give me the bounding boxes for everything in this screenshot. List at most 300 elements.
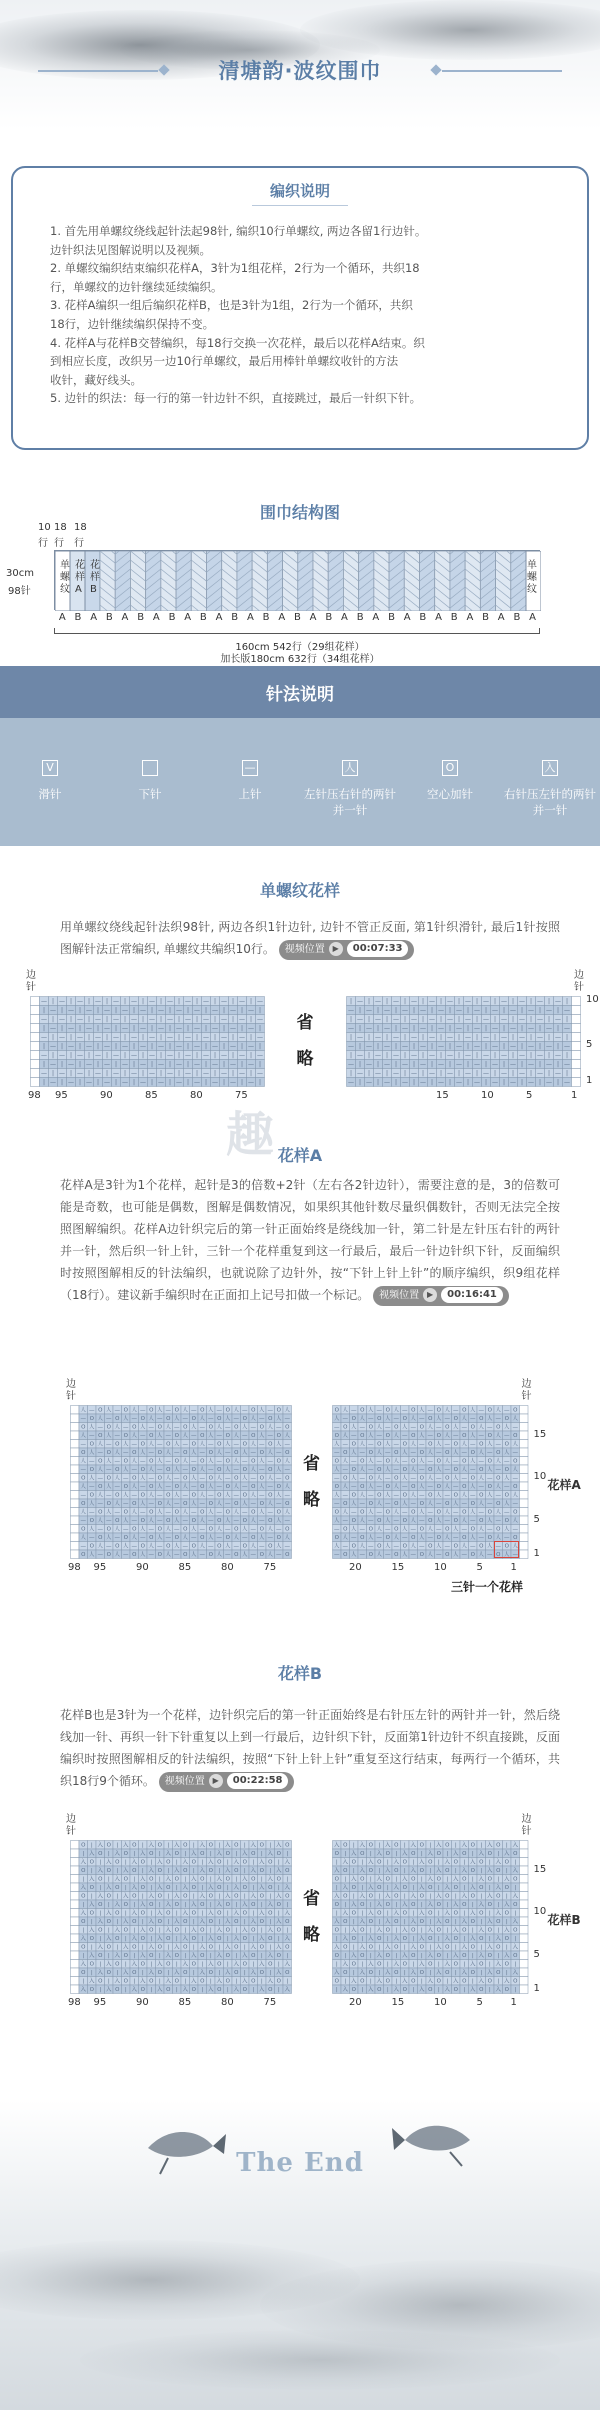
video-timestamp: 00:07:33 — [347, 941, 409, 957]
stitch-mark: — — [257, 1070, 263, 1077]
stitch-mark: 人 — [486, 1416, 493, 1422]
structure-third-cell: 花样B — [90, 560, 100, 595]
stitch-mark: | — [42, 1043, 46, 1050]
stitch-mark: — — [438, 1043, 444, 1050]
stitch-mark: | — [150, 1079, 154, 1086]
stitch-mark: O — [334, 1876, 339, 1883]
stitch-mark: 人 — [452, 1424, 459, 1431]
stitch-mark: 人 — [165, 1424, 172, 1431]
stitch-mark: 人 — [165, 1450, 172, 1456]
stitch-mark: — — [528, 1043, 534, 1050]
stitch-mark: O — [368, 1424, 373, 1431]
stitch-mark: 人 — [478, 1424, 485, 1431]
stitch-mark: — — [483, 1052, 489, 1059]
stitch-mark: — — [225, 1424, 231, 1431]
stitch-mark: | — [547, 1034, 551, 1041]
stitch-mark: 人 — [284, 1433, 291, 1439]
chart-cell — [71, 1423, 80, 1432]
stitch-mark: 人 — [241, 1450, 248, 1456]
chart-cell — [31, 1006, 40, 1015]
stitch-mark: | — [352, 1919, 355, 1925]
stitch-mark: O — [251, 1484, 256, 1490]
stitch-mark: — — [438, 1061, 444, 1068]
stitch-mark: | — [514, 1987, 517, 1993]
stitch-mark: 人 — [250, 1518, 257, 1524]
stitch-legend-label: 左针压右针的两针并一针 — [304, 787, 396, 817]
stitch-mark: — — [233, 1441, 239, 1448]
note-line: 18行，边针继续编织保持不变。 — [50, 316, 215, 331]
stitch-mark: O — [115, 1987, 120, 1993]
stitch-mark: 人 — [384, 1492, 391, 1499]
x-axis-label: 15 — [391, 1562, 405, 1573]
stitch-mark: | — [177, 1052, 181, 1059]
stitch-mark: O — [419, 1868, 424, 1874]
stitch-mark: 人 — [512, 1467, 519, 1473]
stitch-mark: O — [462, 1509, 467, 1516]
note-line: 边针织法见图解说明以及视频。 — [50, 242, 211, 257]
stitch-mark: | — [437, 1859, 440, 1866]
stitch-mark: O — [487, 1433, 492, 1439]
stitch-mark: O — [174, 1978, 179, 1985]
stitch-mark: 人 — [233, 1484, 240, 1490]
stitch-mark: 入 — [80, 1910, 87, 1917]
stitch-mark: O — [513, 1535, 518, 1541]
stitch-mark: O — [208, 1450, 213, 1456]
stitch-mark: | — [511, 1034, 515, 1041]
stitch-mark: O — [360, 1535, 365, 1541]
stitch-mark: 人 — [233, 1535, 240, 1541]
stitch-mark: O — [208, 1526, 213, 1533]
stitch-mark: 入 — [97, 1970, 104, 1976]
stitch-mark: | — [480, 1944, 483, 1951]
knit-stitch-icon — [142, 760, 158, 776]
stitch-mark: 入 — [418, 1885, 425, 1891]
stitch-mark: — — [402, 1535, 408, 1541]
stitch-mark: | — [82, 1902, 85, 1908]
stitch-mark: 入 — [342, 1859, 349, 1866]
stitch-mark: — — [444, 1441, 450, 1448]
stitch-mark: | — [105, 998, 109, 1005]
stitch-mark: 入 — [114, 1927, 121, 1934]
stitch-mark: | — [123, 998, 127, 1005]
stitch-mark: | — [514, 1859, 517, 1866]
stitch-mark: | — [177, 1070, 181, 1077]
stitch-mark: | — [502, 1061, 506, 1068]
stitch-mark: O — [98, 1535, 103, 1541]
stitch-mark: 入 — [199, 1944, 206, 1951]
stitch-mark: | — [376, 1043, 380, 1050]
stitch-mark: | — [352, 1970, 355, 1976]
stitch-mark: — — [342, 1518, 348, 1524]
stitch-mark: — — [393, 1016, 399, 1023]
structure-ab-label: B — [231, 612, 239, 623]
stitch-mark: | — [448, 1025, 452, 1032]
stitch-mark: | — [361, 1936, 364, 1942]
stitch-mark: — — [478, 1407, 484, 1414]
stitch-mark: — — [248, 1079, 254, 1086]
stitch-mark: | — [158, 1876, 161, 1883]
stitch-mark: — — [123, 1526, 129, 1533]
pattern-b-video-button[interactable] — [159, 1772, 295, 1792]
stitch-mark: O — [394, 1970, 399, 1976]
stitch-mark: | — [150, 1061, 154, 1068]
stitch-mark: O — [89, 1416, 94, 1422]
stitch-mark: 人 — [105, 1535, 112, 1541]
single-rib-body: 用单螺纹绕线起针法织98针, 两边各织1针边针, 边针不管正反面, 第1针织滑针, 最后1针按照图解针法正常编织, 单螺纹共编织10行。 — [60, 920, 560, 956]
x-axis-label: 5 — [476, 1562, 483, 1573]
structure-top-label-2: 18 — [54, 522, 67, 533]
stitch-mark: | — [249, 1016, 253, 1023]
stitch-mark: | — [184, 1876, 187, 1883]
stitch-mark: O — [276, 1927, 281, 1934]
stitch-mark: | — [60, 1007, 64, 1014]
stitch-mark: — — [250, 1501, 256, 1507]
stitch-mark: | — [344, 1876, 347, 1883]
stitch-mark: — — [334, 1450, 340, 1456]
stitch-mark: O — [436, 1458, 441, 1465]
stitch-mark: 入 — [435, 1919, 442, 1925]
stitch-mark: | — [105, 1052, 109, 1059]
stitch-mark: 人 — [393, 1509, 400, 1516]
stitch-mark: — — [492, 1079, 498, 1086]
stitch-mark: 入 — [376, 1876, 383, 1883]
stitch-mark: 人 — [275, 1492, 282, 1499]
stitch-mark: 入 — [444, 1987, 451, 1993]
stitch-mark: O — [411, 1407, 416, 1414]
stitch-mark: | — [141, 1970, 144, 1976]
stitch-mark: 入 — [275, 1893, 282, 1900]
stitch-mark: 入 — [131, 1859, 138, 1866]
stitch-mark: O — [513, 1927, 518, 1934]
stitch-mark: — — [59, 998, 65, 1005]
stitch-mark: 人 — [250, 1492, 257, 1499]
stitch-mark: O — [470, 1475, 475, 1482]
stitch-mark: 入 — [165, 1876, 172, 1883]
stitch-mark: — — [123, 1424, 129, 1431]
stitch-mark: — — [444, 1467, 450, 1473]
stitch-mark: | — [556, 1043, 560, 1050]
stitch-mark: | — [378, 1944, 381, 1951]
stitch-mark: — — [86, 1007, 92, 1014]
page-title: 清塘韵·波纹围巾 — [218, 59, 382, 83]
pattern-repeat-highlight — [494, 1541, 520, 1558]
y-axis-label: 15 — [533, 1863, 547, 1875]
stitch-mark: | — [226, 1936, 229, 1942]
stitch-mark: O — [343, 1475, 348, 1482]
stitch-mark: — — [402, 1025, 408, 1032]
stitch-mark: | — [547, 1016, 551, 1023]
stitch-mark: — — [97, 1552, 103, 1558]
stitch-mark: 人 — [284, 1535, 291, 1541]
stitch-mark: — — [131, 998, 137, 1005]
stitch-mark: O — [385, 1851, 390, 1857]
stitch-mark: — — [284, 1518, 290, 1524]
stitch-mark: — — [131, 1070, 137, 1077]
stitch-mark: | — [421, 1052, 425, 1059]
stitch-mark: — — [501, 998, 507, 1005]
stitch-mark: O — [436, 1953, 441, 1959]
stitch-mark: O — [106, 1944, 111, 1951]
stitch-mark: | — [529, 1016, 533, 1023]
stitch-mark: O — [217, 1518, 222, 1524]
stitch-mark: — — [478, 1433, 484, 1439]
stitch-mark: O — [174, 1509, 179, 1516]
stitch-mark: | — [99, 1885, 102, 1891]
stitch-mark: | — [124, 1961, 127, 1968]
stitch-mark: O — [132, 1970, 137, 1976]
stitch-mark: 入 — [367, 1885, 374, 1891]
stitch-mark: O — [276, 1458, 281, 1465]
stitch-legend-label: 滑针 — [38, 787, 62, 801]
stitch-mark: 入 — [384, 1893, 391, 1900]
stitch-mark: O — [334, 1433, 339, 1439]
stitch-mark: | — [420, 1851, 423, 1857]
stitch-mark: 人 — [503, 1552, 510, 1558]
stitch-mark: | — [209, 1927, 212, 1934]
stitch-mark: — — [470, 1518, 476, 1524]
stitch-mark: O — [285, 1450, 290, 1456]
stitch-mark: — — [504, 1484, 510, 1490]
stitch-mark: — — [257, 1052, 263, 1059]
stitch-mark: 人 — [512, 1492, 519, 1499]
stitch-mark: | — [369, 1927, 372, 1934]
stitch-mark: O — [487, 1876, 492, 1883]
stitch-mark: | — [69, 1034, 73, 1041]
stitch-mark: O — [343, 1868, 348, 1874]
stitch-mark: | — [286, 1978, 289, 1985]
stitch-mark: 人 — [182, 1535, 189, 1541]
x-axis-label: 85 — [178, 1562, 192, 1573]
stitch-mark: O — [81, 1424, 86, 1431]
stitch-mark: — — [385, 1475, 391, 1482]
stitch-mark: — — [140, 1484, 146, 1490]
omit-char: 省 — [296, 1013, 314, 1033]
stitch-mark: — — [140, 1433, 146, 1439]
stitch-mark: 入 — [486, 1919, 493, 1925]
stitch-mark: O — [453, 1492, 458, 1499]
stitch-mark: — — [221, 1052, 227, 1059]
stitch-mark: — — [194, 1079, 200, 1086]
stitch-mark: 人 — [131, 1458, 138, 1465]
stitch-mark: 入 — [182, 1987, 189, 1993]
stitch-mark: 人 — [367, 1458, 374, 1465]
stitch-mark: O — [360, 1407, 365, 1414]
x-axis-label: 90 — [136, 1997, 149, 2008]
stitch-mark: | — [201, 1987, 204, 1993]
stitch-mark: — — [97, 1424, 103, 1431]
stitch-mark: 人 — [139, 1450, 146, 1456]
stitch-mark: — — [176, 1043, 182, 1050]
stitch-mark: — — [359, 1552, 365, 1558]
stitch-mark: 入 — [495, 1910, 502, 1917]
stitch-mark: O — [149, 1433, 154, 1439]
structure-stitch-label: 98针 — [8, 586, 31, 597]
stitch-mark: 人 — [427, 1450, 434, 1456]
x-axis-label: 95 — [93, 1997, 107, 2008]
stitch-mark: O — [436, 1902, 441, 1908]
stitch-mark: O — [191, 1936, 196, 1942]
stitch-mark: 人 — [258, 1458, 265, 1465]
stitch-mark: — — [250, 1526, 256, 1533]
stitch-mark: | — [105, 1034, 109, 1041]
stitch-mark: | — [51, 1052, 55, 1059]
stitch-mark: | — [437, 1910, 440, 1917]
chart-cell — [520, 1525, 529, 1534]
stitch-mark: | — [385, 1034, 389, 1041]
stitch-mark: | — [335, 1987, 338, 1993]
stitch-mark: O — [234, 1424, 239, 1431]
stitch-mark: O — [251, 1953, 256, 1959]
structure-ab-label: A — [341, 612, 348, 623]
stitch-mark: 人 — [444, 1458, 451, 1465]
stitch-mark: O — [462, 1433, 467, 1439]
stitch-mark: O — [217, 1467, 222, 1473]
chart-cell — [71, 1866, 80, 1875]
stitch-mark: | — [448, 1043, 452, 1050]
stitch-mark: — — [191, 1484, 197, 1490]
stitch-mark: 人 — [182, 1458, 189, 1465]
stitch-mark: O — [285, 1552, 290, 1558]
stitch-mark: | — [505, 1970, 508, 1976]
stitch-mark: | — [412, 1885, 415, 1891]
stitch-mark: — — [429, 1070, 435, 1077]
stitch-mark: 入 — [469, 1961, 476, 1968]
stitch-mark: — — [68, 1079, 74, 1086]
chart-cell — [572, 997, 581, 1006]
pattern-a-video-button[interactable] — [373, 1286, 509, 1306]
stitch-mark: — — [165, 1509, 171, 1516]
stitch-mark: 入 — [478, 1953, 485, 1959]
stitch-mark: — — [348, 1061, 354, 1068]
stitch-mark: — — [248, 1043, 254, 1050]
stitch-mark: O — [132, 1842, 137, 1849]
stitch-mark: — — [97, 1526, 103, 1533]
stitch-mark: O — [115, 1859, 120, 1866]
stitch-mark: 人 — [401, 1424, 408, 1431]
x-axis-label: 90 — [100, 1090, 113, 1101]
stitch-mark: 入 — [207, 1936, 214, 1942]
stitch-mark: O — [470, 1552, 475, 1558]
stitch-mark: — — [203, 1052, 209, 1059]
stitch-mark: 人 — [495, 1484, 502, 1490]
stitch-mark: | — [480, 1970, 483, 1976]
stitch-mark: O — [89, 1518, 94, 1524]
stitch-mark: | — [439, 1016, 443, 1023]
stitch-mark: — — [510, 1079, 516, 1086]
stitch-mark: O — [132, 1424, 137, 1431]
stitch-mark: — — [564, 1043, 570, 1050]
stitch-mark: 人 — [224, 1518, 231, 1524]
stitch-mark: — — [248, 1025, 254, 1032]
stitch-mark: — — [512, 1424, 518, 1431]
stitch-mark: 人 — [80, 1509, 87, 1516]
stitch-mark: — — [123, 1552, 129, 1558]
stitch-mark: 入 — [503, 1876, 510, 1883]
stitch-mark: | — [82, 1876, 85, 1883]
stitch-mark: — — [427, 1509, 433, 1516]
stitch-mark: 入 — [333, 1893, 340, 1900]
stitch-mark: 入 — [114, 1876, 121, 1883]
stitch-mark: | — [466, 1007, 470, 1014]
stitch-mark: | — [133, 1876, 136, 1883]
stitch-mark: O — [268, 1416, 273, 1422]
stitch-mark: — — [221, 1016, 227, 1023]
stitch-mark: O — [208, 1893, 213, 1900]
stitch-mark: O — [453, 1859, 458, 1866]
stitch-mark: — — [357, 1034, 363, 1041]
stitch-mark: | — [159, 1070, 163, 1077]
stitch-mark: — — [106, 1492, 112, 1499]
stitch-mark: — — [342, 1441, 348, 1448]
stitch-mark: 入 — [284, 1936, 291, 1942]
stitch-mark: | — [511, 998, 515, 1005]
stitch-mark: | — [344, 1953, 347, 1959]
stitch-mark: | — [421, 1070, 425, 1077]
stitch-mark: — — [376, 1509, 382, 1516]
stitch-mark: O — [496, 1501, 501, 1507]
stitch-mark: 入 — [503, 1978, 510, 1985]
stitch-mark: O — [174, 1407, 179, 1414]
stitch-mark: — — [257, 998, 263, 1005]
stitch-mark: 人 — [478, 1501, 485, 1507]
stitch-mark: O — [445, 1424, 450, 1431]
stitch-mark: | — [222, 1061, 226, 1068]
stitch-mark: | — [269, 1944, 272, 1951]
stitch-mark: — — [157, 1518, 163, 1524]
stitch-mark: | — [192, 1842, 195, 1849]
stitch-mark: O — [445, 1944, 450, 1951]
stitch-mark: 人 — [495, 1535, 502, 1541]
stitch-mark: O — [445, 1526, 450, 1533]
stitch-mark: | — [252, 1910, 255, 1917]
stitch-mark: O — [149, 1902, 154, 1908]
stitch-mark: — — [225, 1450, 231, 1456]
stitch-mark: 入 — [359, 1868, 366, 1874]
stitch-mark: | — [538, 1007, 542, 1014]
stitch-mark: — — [427, 1407, 433, 1414]
stitch-mark: | — [538, 1061, 542, 1068]
stitch-mark: — — [393, 1492, 399, 1499]
stitch-mark: | — [240, 1007, 244, 1014]
stitch-mark: O — [470, 1970, 475, 1976]
omitted-section-label — [291, 1446, 332, 1518]
stitch-mark: — — [546, 1007, 552, 1014]
stitch-mark: — — [122, 1025, 128, 1032]
stitch-mark: 人 — [105, 1509, 112, 1516]
stitch-mark: | — [167, 1944, 170, 1951]
stitch-mark: | — [488, 1885, 491, 1891]
stitch-mark: O — [428, 1961, 433, 1968]
stitch-mark: | — [69, 1070, 73, 1077]
stitch-mark: O — [285, 1893, 290, 1900]
stitch-mark: 入 — [342, 1885, 349, 1891]
stitch-mark: 入 — [461, 1893, 468, 1900]
stitch-mark: O — [242, 1492, 247, 1499]
stitch-mark: O — [419, 1526, 424, 1533]
stitch-mark: — — [519, 1052, 525, 1059]
stitch-mark: O — [191, 1910, 196, 1917]
stitch-mark: O — [89, 1961, 94, 1968]
stitch-mark: | — [420, 1953, 423, 1959]
stitch-mark: — — [348, 1007, 354, 1014]
chart-cell — [71, 1883, 80, 1892]
stitch-mark: O — [436, 1407, 441, 1414]
stitch-mark: O — [89, 1987, 94, 1993]
stitch-mark: 人 — [275, 1416, 282, 1422]
stitch-mark: | — [514, 1961, 517, 1968]
stitch-mark: O — [445, 1970, 450, 1976]
stitch-mark: 入 — [284, 1885, 291, 1891]
